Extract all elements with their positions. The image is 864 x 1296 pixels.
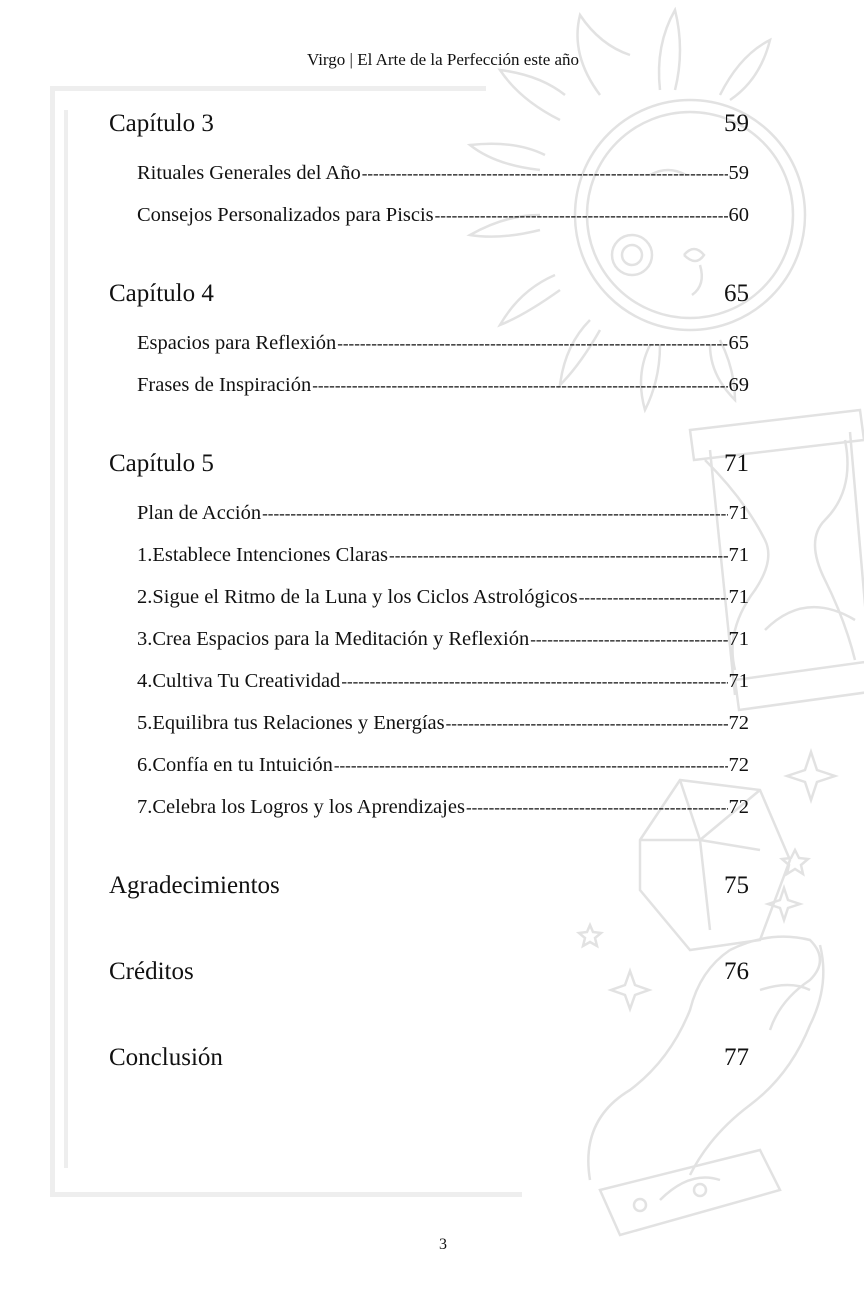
toc-chapter-3[interactable] <box>109 110 749 138</box>
page-number: 3 <box>439 1236 447 1253</box>
dot-leader <box>579 588 728 608</box>
toc-section-creditos[interactable] <box>109 958 749 986</box>
entry-title: Consejos Personalizados para Piscis <box>137 204 434 226</box>
toc-entry[interactable] <box>137 712 749 735</box>
entry-page-number: 60 <box>728 204 749 226</box>
toc-entry[interactable] <box>137 544 749 567</box>
toc-chapter-4[interactable] <box>109 280 749 308</box>
toc-entry[interactable] <box>137 796 749 819</box>
entry-title: 6.Confía en tu Intuición <box>137 754 333 776</box>
dot-leader <box>341 672 727 692</box>
chapter-title: Capítulo 3 <box>109 110 214 137</box>
toc-entry[interactable] <box>137 502 749 525</box>
entry-title: Frases de Inspiración <box>137 374 312 396</box>
toc-entry[interactable] <box>137 628 749 651</box>
toc-entry[interactable] <box>137 586 749 609</box>
entry-page-number: 71 <box>728 502 749 524</box>
entry-title: 5.Equilibra tus Relaciones y Energías <box>137 712 445 734</box>
toc-section-agradecimientos[interactable] <box>109 872 749 900</box>
chapter-title: Capítulo 5 <box>109 450 214 477</box>
entry-page-number: 72 <box>728 712 749 734</box>
entry-page-number: 71 <box>728 670 749 692</box>
dot-leader <box>334 756 728 776</box>
entry-title: 2.Sigue el Ritmo de la Luna y los Ciclos Astrológicos <box>137 586 578 608</box>
toc-section-conclusion[interactable] <box>109 1044 749 1072</box>
section-page-number: 75 <box>724 872 749 899</box>
dot-leader <box>435 206 728 226</box>
toc-entry[interactable] <box>137 374 749 397</box>
toc-entry[interactable] <box>137 754 749 777</box>
dot-leader <box>530 630 727 650</box>
entry-page-number: 71 <box>728 628 749 650</box>
section-page-number: 77 <box>724 1044 749 1071</box>
toc-entry[interactable] <box>137 670 749 693</box>
entry-title: 7.Celebra los Logros y los Aprendizajes <box>137 796 465 818</box>
entry-title: Espacios para Reflexión <box>137 332 337 354</box>
entry-title: 4.Cultiva Tu Creatividad <box>137 670 341 692</box>
chapter-page-number: 59 <box>724 110 749 137</box>
entry-title: 1.Establece Intenciones Claras <box>137 544 389 566</box>
entry-title: Rituales Generales del Año <box>137 162 361 184</box>
dot-leader <box>466 798 728 818</box>
entry-page-number: 72 <box>728 796 749 818</box>
dot-leader <box>312 376 727 396</box>
dot-leader <box>446 714 728 734</box>
toc-entry[interactable] <box>137 162 749 185</box>
dot-leader <box>362 164 728 184</box>
section-page-number: 76 <box>724 958 749 985</box>
dot-leader <box>262 504 727 524</box>
toc-entry[interactable] <box>137 204 749 227</box>
entry-title: 3.Crea Espacios para la Meditación y Reflexión <box>137 628 530 650</box>
toc-entry[interactable] <box>137 332 749 355</box>
entry-page-number: 71 <box>728 544 749 566</box>
entry-page-number: 71 <box>728 586 749 608</box>
entry-title: Plan de Acción <box>137 502 262 524</box>
dot-leader <box>389 546 727 566</box>
section-title: Agradecimientos <box>109 872 280 899</box>
entry-page-number: 69 <box>728 374 749 396</box>
chapter-title: Capítulo 4 <box>109 280 214 307</box>
entry-page-number: 72 <box>728 754 749 776</box>
section-title: Créditos <box>109 958 194 985</box>
dot-leader <box>337 334 727 354</box>
chapter-page-number: 65 <box>724 280 749 307</box>
section-title: Conclusión <box>109 1044 223 1071</box>
entry-page-number: 65 <box>728 332 749 354</box>
running-header: Virgo | El Arte de la Perfección este año <box>306 50 580 69</box>
toc-chapter-5[interactable] <box>109 450 749 478</box>
entry-page-number: 59 <box>728 162 749 184</box>
chapter-page-number: 71 <box>724 450 749 477</box>
